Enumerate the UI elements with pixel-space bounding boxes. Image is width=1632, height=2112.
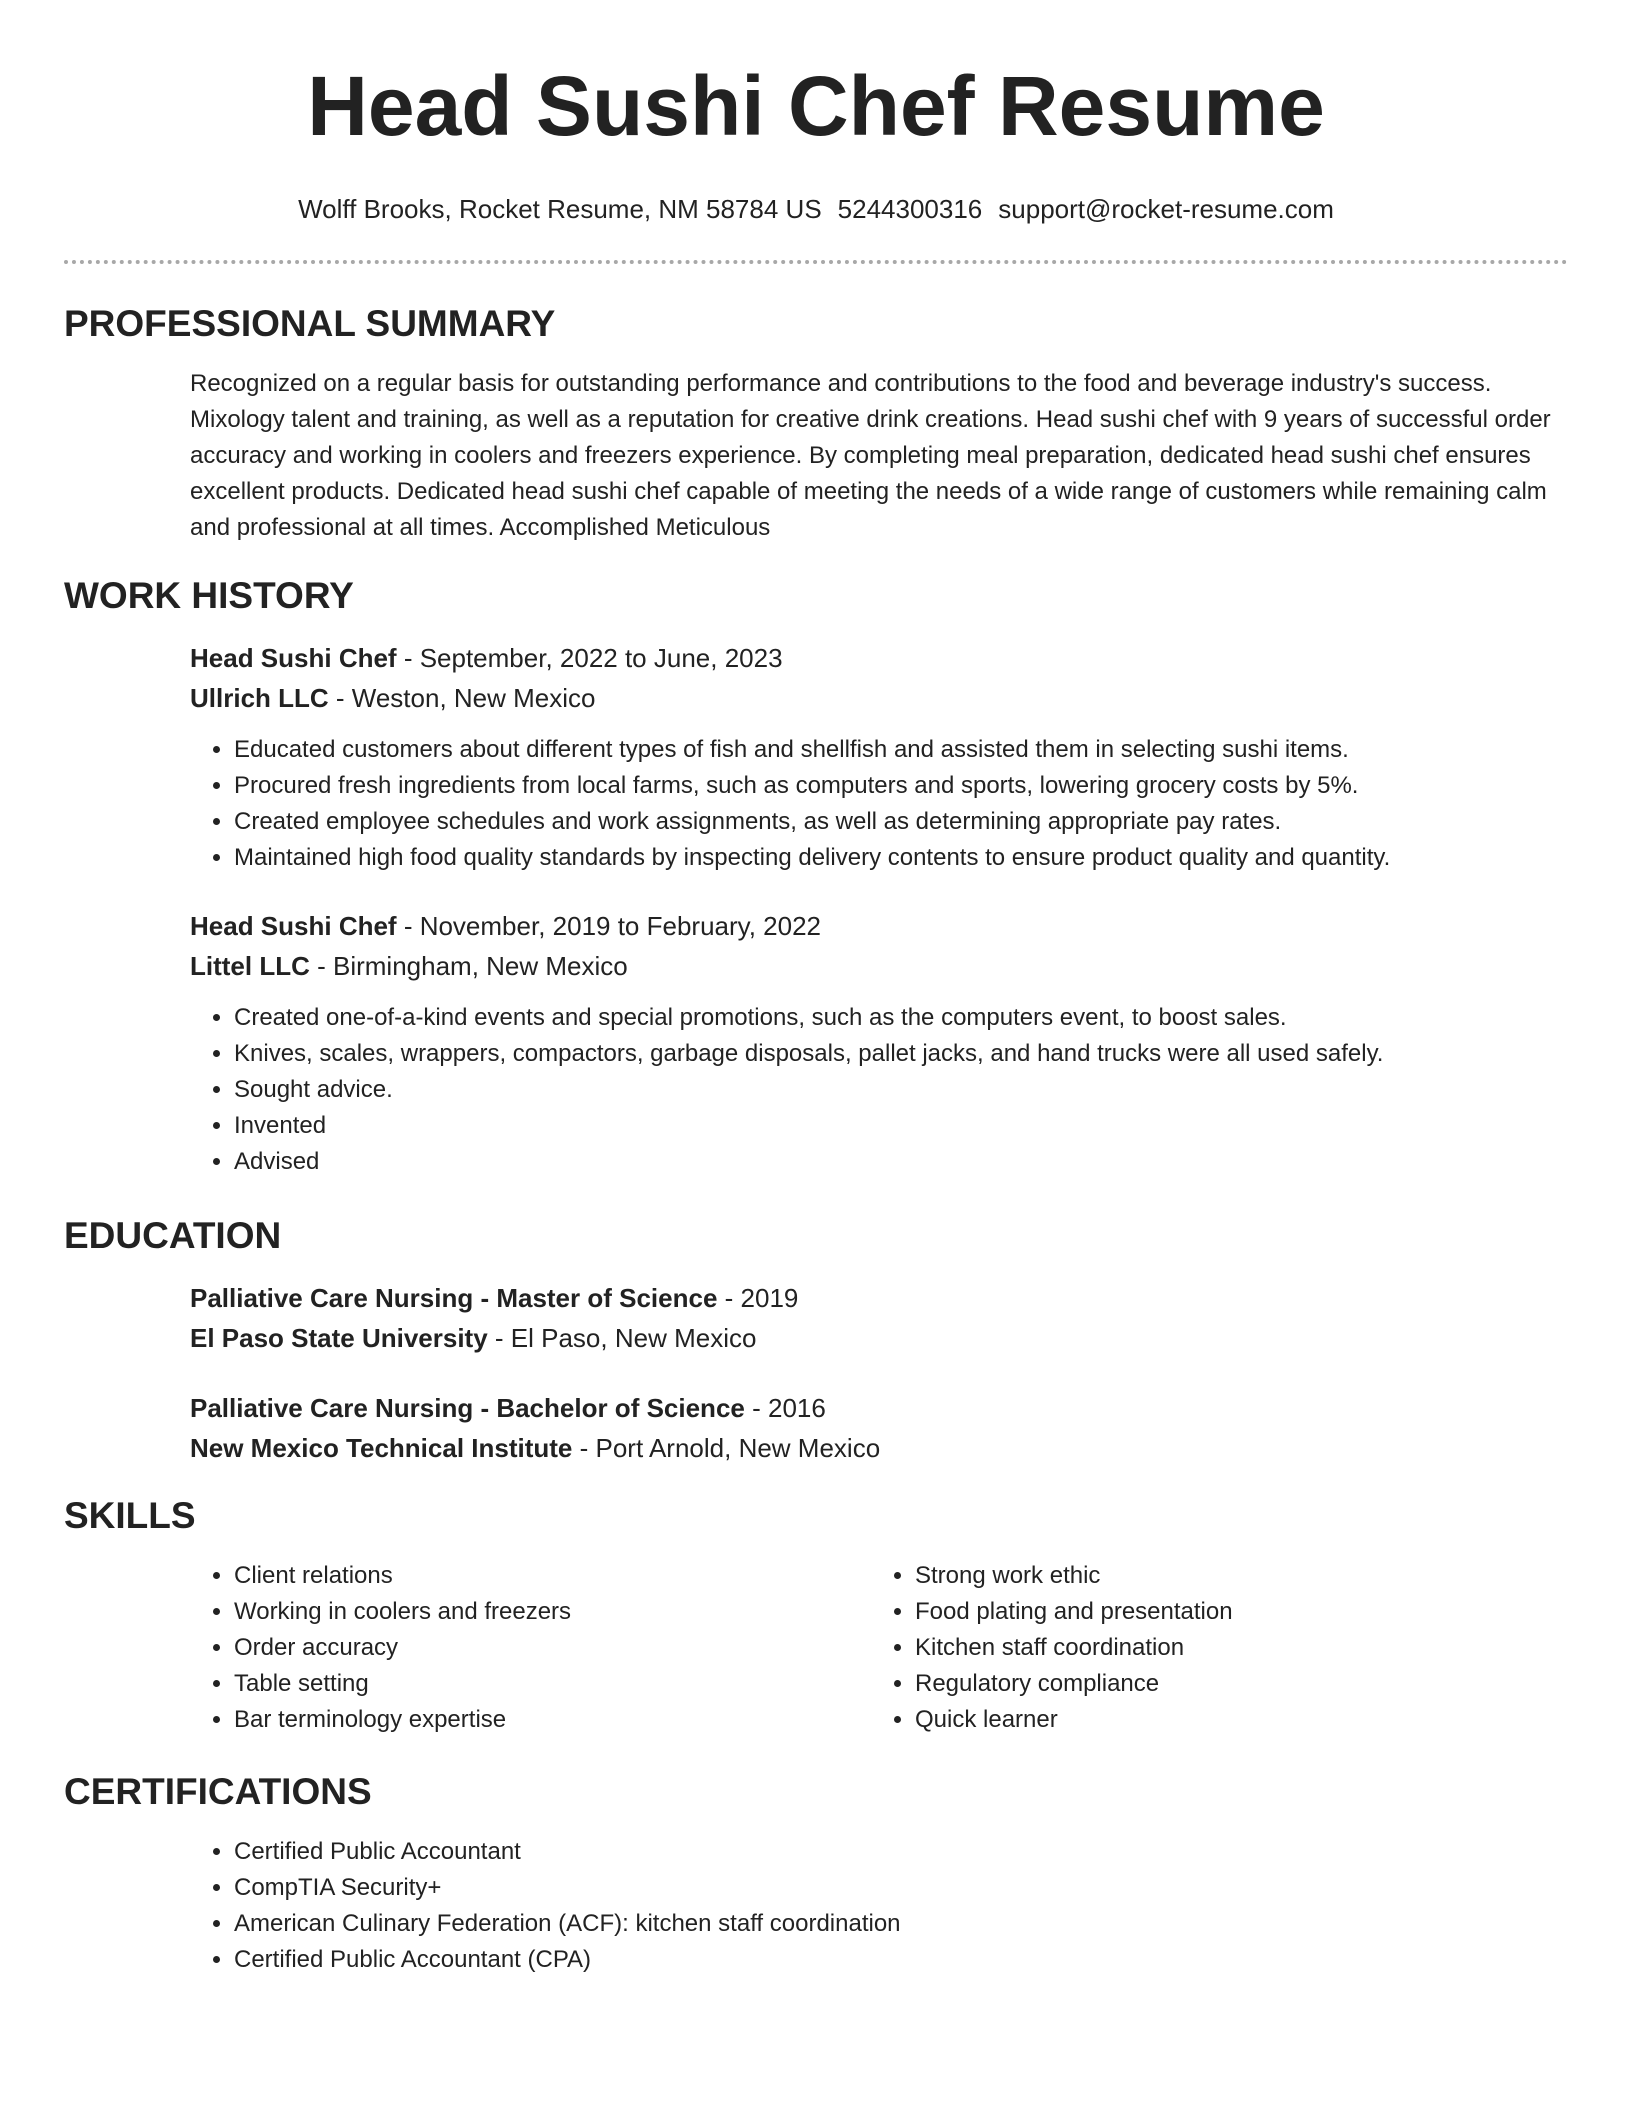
list-item: • Order accuracy [234,1630,871,1666]
summary-text: Recognized on a regular basis for outstanding performance and contributions to the food and beverage industry's success. Mixology talent and training, as well as a reputation for creative drink creations. Head sushi chef with 9 years of successful order accuracy and working in coolers and freezers experience. By completing meal preparation, dedicated head sushi chef ensures excellent products. Dedicated head sushi chef capable of meeting the needs of a wide range of customers while remaining calm and professional at all times. Accomplished Meticulous [190,370,1551,541]
list-item: • Created one-of-a-kind events and special promotions, such as the computers event, to boost sales. [234,1000,1552,1036]
job-title-line [190,906,1552,946]
header-divider [64,260,1568,264]
certifications-section [0,1768,1632,1978]
certifications-list [190,1834,1552,1978]
skills-section [0,1492,1632,1738]
list-item: • Certified Public Accountant [234,1834,1552,1870]
list-item: • Working in coolers and freezers [234,1594,871,1630]
list-item: • American Culinary Federation (ACF): kitchen staff coordination [234,1906,1552,1942]
degree: Palliative Care Nursing - Master of Science [190,1283,718,1313]
skills-list-left [190,1558,871,1738]
page-title: Head Sushi Chef Resume [307,59,1325,153]
list-item: • Certified Public Accountant (CPA) [234,1942,1552,1978]
list-item: • Regulatory compliance [915,1666,1552,1702]
job-company-line [190,946,1552,986]
job-entry [190,906,1552,1180]
contact-address: Wolff Brooks, Rocket Resume, NM 58784 US [298,194,822,224]
degree-year: - 2019 [717,1283,799,1313]
list-item: • Table setting [234,1666,871,1702]
job-dates: - September, 2022 to June, 2023 [396,643,783,673]
job-location: - Birmingham, New Mexico [309,951,628,981]
list-item: • Kitchen staff coordination [915,1630,1552,1666]
job-title: Head Sushi Chef [190,911,397,941]
summary-heading: PROFESSIONAL SUMMARY [64,303,556,344]
job-location: - Weston, New Mexico [328,683,596,713]
job-title-line [190,638,1552,678]
work-history-heading: WORK HISTORY [64,575,354,616]
list-item: • CompTIA Security+ [234,1870,1552,1906]
list-item: • Sought advice. [234,1072,1552,1108]
job-entry [190,638,1552,876]
job-bullets [190,1000,1552,1180]
list-item: • Invented [234,1108,1552,1144]
skills-heading: SKILLS [64,1495,196,1536]
school-location: - El Paso, New Mexico [487,1323,757,1353]
education-entry [190,1278,1552,1358]
list-item: • Strong work ethic [915,1558,1552,1594]
education-heading: EDUCATION [64,1215,282,1256]
list-item: • Advised [234,1144,1552,1180]
job-company: Ullrich LLC [190,683,329,713]
skills-list-right [871,1558,1552,1738]
work-history-section [0,572,1632,1180]
education-entry [190,1388,1552,1468]
degree: Palliative Care Nursing - Bachelor of Science [190,1393,745,1423]
degree-year: - 2016 [744,1393,826,1423]
job-company: Littel LLC [190,951,310,981]
school: New Mexico Technical Institute [190,1433,573,1463]
contact-line [0,192,1632,226]
contact-phone: 5244300316 [837,194,983,224]
list-item: • Quick learner [915,1702,1552,1738]
contact-email: support@rocket-resume.com [998,194,1334,224]
education-section [0,1212,1632,1468]
list-item: • Client relations [234,1558,871,1594]
list-item: • Knives, scales, wrappers, compactors, garbage disposals, pallet jacks, and hand trucks were all used safely. [234,1036,1552,1072]
job-dates: - November, 2019 to February, 2022 [396,911,822,941]
list-item: • Procured fresh ingredients from local farms, such as computers and sports, lowering grocery costs by 5%. [234,768,1552,804]
school-line [190,1428,1552,1468]
list-item: • Educated customers about different types of fish and shellfish and assisted them in selecting sushi items. [234,732,1552,768]
job-bullets [190,732,1552,876]
school-line [190,1318,1552,1358]
job-company-line [190,678,1552,718]
job-title: Head Sushi Chef [190,643,397,673]
skills-grid [190,1558,1552,1738]
certifications-heading: CERTIFICATIONS [64,1771,372,1812]
school: El Paso State University [190,1323,488,1353]
list-item: • Food plating and presentation [915,1594,1552,1630]
degree-line [190,1388,1552,1428]
school-location: - Port Arnold, New Mexico [572,1433,881,1463]
list-item: • Bar terminology expertise [234,1702,871,1738]
list-item: • Created employee schedules and work assignments, as well as determining appropriate pay rates. [234,804,1552,840]
summary-section [0,300,1632,546]
degree-line [190,1278,1552,1318]
list-item: • Maintained high food quality standards by inspecting delivery contents to ensure product quality and quantity. [234,840,1552,876]
